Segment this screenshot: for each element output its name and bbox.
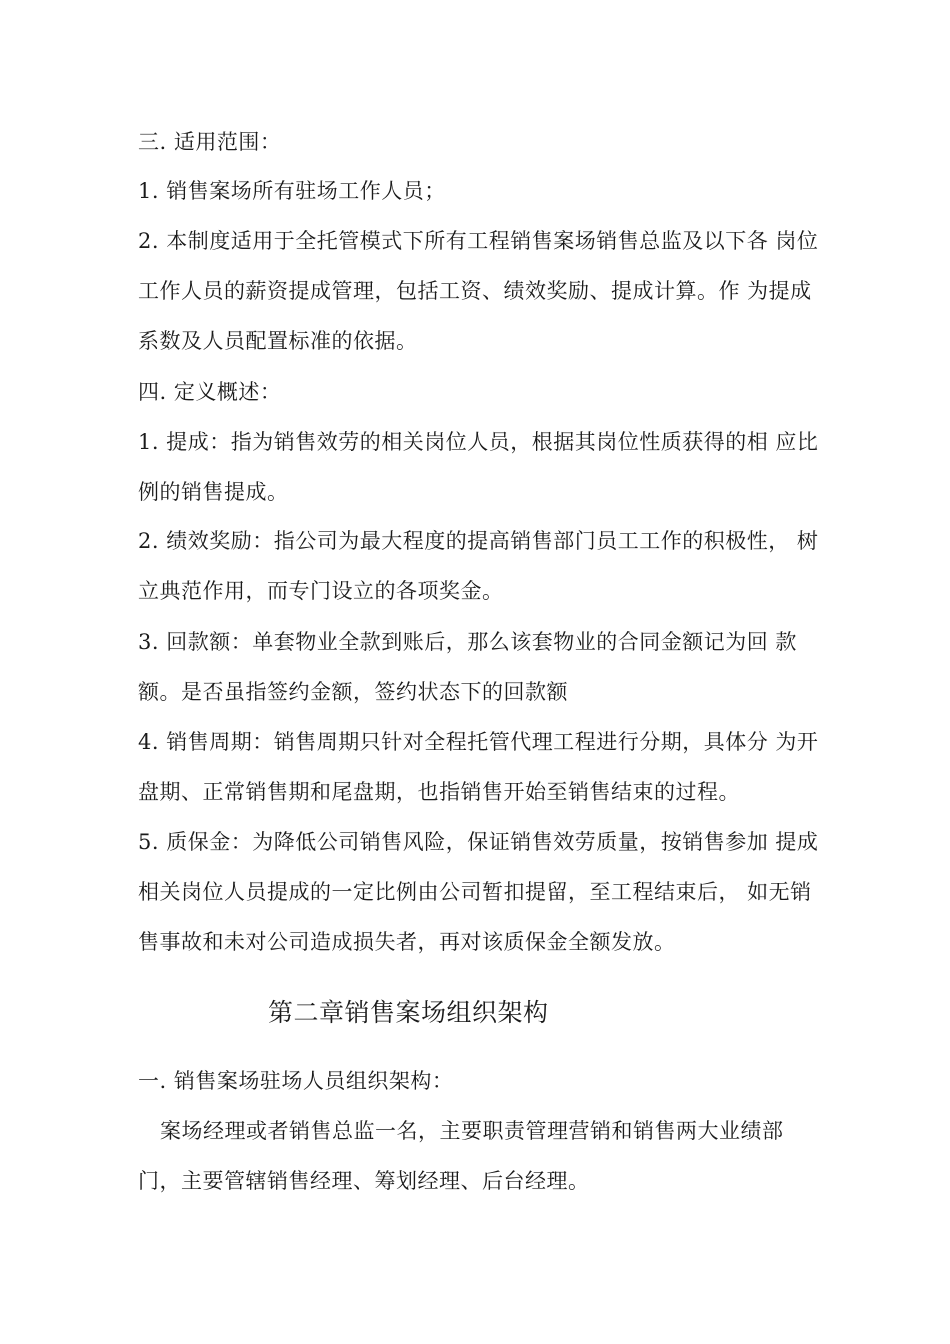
paragraph-line-1: 案场经理或者销售总监一名，主要职责管理营销和销售两大业绩部 [160,1119,784,1143]
scope-item-1: 1. 销售案场所有驻场工作人员； [138,179,446,203]
definition-3-line-2: 额。是否虽指签约金额，签约状态下的回款额 [138,680,568,704]
definition-1-line-1: 1. 提成：指为销售效劳的相关岗位人员，根据其岗位性质获得的相 应比 [138,430,819,454]
definition-4-line-2: 盘期、正常销售期和尾盘期，也指销售开始至销售结束的过程。 [138,780,740,804]
scope-item-2-line-2: 工作人员的薪资提成管理，包括工资、绩效奖励、提成计算。作 为提成 [138,279,812,303]
definition-3-line-1: 3. 回款额：单套物业全款到账后，那么该套物业的合同金额记为回 款 [138,630,797,654]
definition-5-line-1: 5. 质保金：为降低公司销售风险，保证销售效劳质量，按销售参加 提成 [138,830,819,854]
paragraph-line-2: 门，主要管辖销售经理、筹划经理、后台经理。 [138,1169,590,1193]
scope-item-2-line-3: 系数及人员配置标准的依据。 [138,329,418,353]
definition-4-line-1: 4. 销售周期：销售周期只针对全程托管代理工程进行分期，具体分 为开 [138,730,819,754]
section-heading: 一. 销售案场驻场人员组织架构： [138,1069,454,1093]
definition-5-line-3: 售事故和未对公司造成损失者，再对该质保金全额发放。 [138,930,676,954]
heading-scope: 三. 适用范围： [138,130,282,154]
definition-2-line-2: 立典范作用，而专门设立的各项奖金。 [138,579,504,603]
definition-5-line-2: 相关岗位人员提成的一定比例由公司暂扣提留，至工程结束后， 如无销 [138,880,812,904]
definition-1-line-2: 例的销售提成。 [138,480,289,504]
definition-2-line-1: 2. 绩效奖励：指公司为最大程度的提高销售部门员工工作的积极性， 树 [138,529,819,553]
heading-definitions: 四. 定义概述： [138,380,282,404]
chapter-title: 第二章销售案场组织架构 [268,998,549,1027]
scope-item-2-line-1: 2. 本制度适用于全托管模式下所有工程销售案场销售总监及以下各 岗位 [138,229,819,253]
